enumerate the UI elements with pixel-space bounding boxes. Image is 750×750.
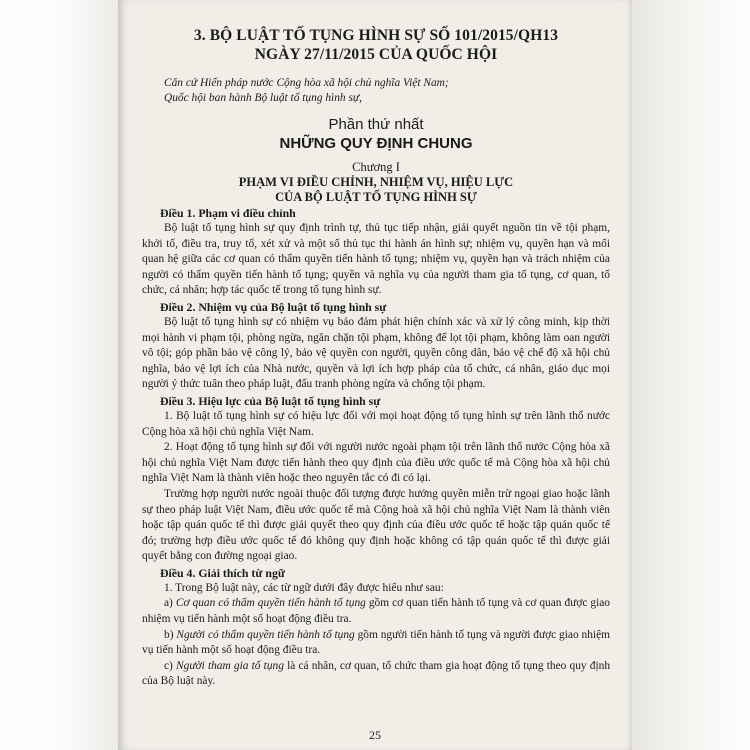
item-a-prefix: a) bbox=[164, 597, 176, 610]
item-a-definition: gồm cơ quan tiến hành tố tụng và cơ quan được giao nhiệm vụ tiến hành một số hoạt động điều tra. bbox=[142, 597, 610, 626]
preamble bbox=[142, 76, 610, 106]
chapter-title-line2: CỦA BỘ LUẬT TỐ TỤNG HÌNH SỰ bbox=[275, 190, 477, 204]
article-1-text: Bộ luật tố tụng hình sự quy định trình tự, thủ tục tiếp nhận, giải quyết nguồn tin về tội phạm, khởi tố, điều tra, truy tố, xét xử và một số thủ tục thi hành án hình sự; nhiệm vụ, quyền hạn và mối quan hệ giữa các cơ quan có thẩm quyền tiến hành tố tụng; nhiệm vụ, quyền hạn và trách nhiệm của người có thẩm quyền tiến hành tố tụng; quyền và nghĩa vụ của người tham gia tố tụng, cơ quan, tổ chức, cá nhân; hợp tác quốc tế trong tố tụng hình sự. bbox=[142, 222, 610, 297]
part-title: Phần thứ nhất bbox=[328, 116, 424, 133]
item-b-prefix: b) bbox=[164, 628, 177, 641]
page-number: 25 bbox=[369, 728, 381, 742]
item-c-definition: là cá nhân, cơ quan, tổ chức tham gia hoạt động tố tụng theo quy định của Bộ luật này. bbox=[142, 659, 611, 688]
article-4-item-b bbox=[142, 628, 610, 659]
item-a-term: Cơ quan có thẩm quyền tiến hành tố tụng bbox=[175, 597, 366, 610]
item-c-prefix: c) bbox=[164, 659, 177, 672]
law-title-line2: NGÀY 27/11/2015 CỦA QUỐC HỘI bbox=[254, 46, 498, 63]
part-name: NHỮNG QUY ĐỊNH CHUNG bbox=[279, 135, 473, 152]
article-3-heading: Điều 3. Hiệu lực của Bộ luật tố tụng hình sự bbox=[160, 393, 381, 408]
article-3-clause-1: 1. Bộ luật tố tụng hình sự có hiệu lực đối với mọi hoạt động tố tụng hình sự trên lãnh thổ nước Cộng hòa xã hội chủ nghĩa Việt Nam. bbox=[142, 409, 610, 438]
article-1-heading: Điều 1. Phạm vi điều chỉnh bbox=[160, 206, 296, 220]
article-4-item-c bbox=[142, 659, 610, 690]
chapter-title-line1: PHẠM VI ĐIỀU CHỈNH, NHIỆM VỤ, HIỆU LỰC bbox=[238, 175, 514, 189]
article-4-intro: 1. Trong Bộ luật này, các từ ngữ dưới đây được hiểu như sau: bbox=[164, 581, 444, 594]
item-b-term: Người có thẩm quyền tiến hành tố tụng bbox=[176, 628, 355, 641]
article-2-text: Bộ luật tố tụng hình sự có nhiệm vụ bảo đảm phát hiện chính xác và xử lý công minh, kịp thời mọi hành vi phạm tội, phòng ngừa, ngăn chặn tội phạm, không để lọt tội phạm, không làm oan người vô tội; góp phần bảo vệ công lý, bảo vệ quyền con người, quyền công dân, bảo vệ chế độ xã hội chủ nghĩa, bảo vệ lợi ích của Nhà nước, quyền và lợi ích hợp pháp của tổ chức, cá nhân, giáo dục mọi người ý thức tuân theo pháp luật, đấu tranh phòng ngừa và chống tội phạm. bbox=[142, 315, 610, 391]
article-4-item-a bbox=[142, 596, 610, 627]
book-left-margin bbox=[0, 0, 118, 750]
page-content bbox=[142, 26, 610, 690]
book-page bbox=[118, 0, 632, 750]
book-right-margin bbox=[632, 0, 750, 750]
chapter-number: Chương I bbox=[352, 160, 400, 174]
article-4-heading: Điều 4. Giải thích từ ngữ bbox=[160, 565, 285, 580]
item-c-term: Người tham gia tố tụng bbox=[176, 659, 284, 672]
item-b-definition: gồm người tiến hành tố tụng và người được giao nhiệm vụ tiến hành một số hoạt động điều tra. bbox=[142, 628, 610, 657]
article-2-heading: Điều 2. Nhiệm vụ của Bộ luật tố tụng hình sự bbox=[160, 299, 387, 314]
law-title-line1: 3. BỘ LUẬT TỐ TỤNG HÌNH SỰ SỐ 101/2015/QH13 bbox=[193, 27, 559, 44]
preamble-line: Quốc hội ban hành Bộ luật tố tụng hình sự, bbox=[164, 92, 362, 104]
article-3-clause-2: 2. Hoạt động tố tụng hình sự đối với người nước ngoài phạm tội trên lãnh thổ nước Cộng hòa xã hội chủ nghĩa Việt Nam được tiến hành theo quy định của điều ước quốc tế mà Cộng hòa xã hội chủ nghĩa Việt Nam là thành viên hoặc theo nguyên tắc có đi có lại. bbox=[142, 441, 610, 485]
article-3-clause-2-cont: Trường hợp người nước ngoài thuộc đối tượng được hưởng quyền miễn trừ ngoại giao hoặc lãnh sự theo pháp luật Việt Nam, điều ước quốc tế mà Cộng hoà xã hội chủ nghĩa Việt Nam là thành viên hoặc tập quán quốc tế thì được giải quyết theo quy định của điều ước quốc tế hoặc tập quán quốc tế đó; trường hợp điều ước quốc tế đó không quy định hoặc không có tập quán quốc tế thì được giải quyết bằng con đường ngoại giao. bbox=[142, 487, 610, 563]
preamble-line: Căn cứ Hiến pháp nước Cộng hòa xã hội chủ nghĩa Việt Nam; bbox=[164, 77, 449, 89]
